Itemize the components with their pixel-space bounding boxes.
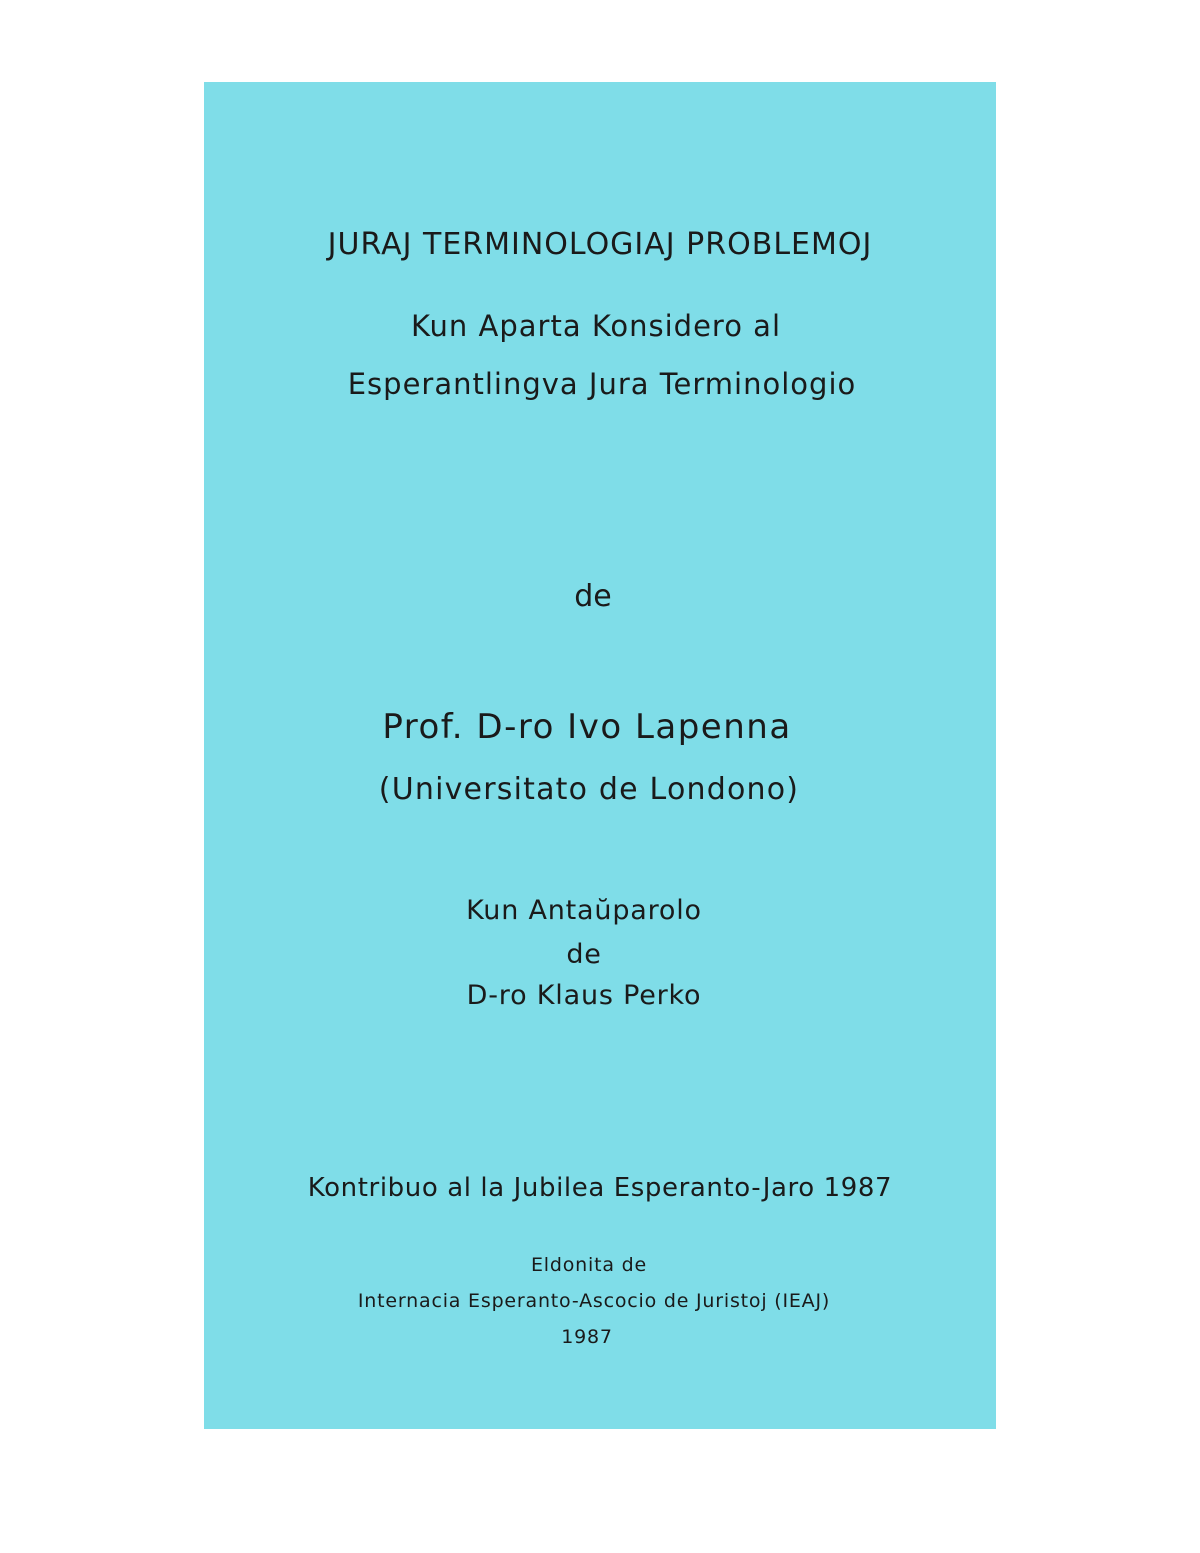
book-title: JURAJ TERMINOLOGIAJ PROBLEMOJ [327, 227, 873, 262]
publication-year: 1987 [561, 1326, 613, 1348]
author-affiliation: (Universitato de Londono) [378, 772, 800, 807]
published-by-label: Eldonita de [531, 1254, 647, 1276]
book-cover [204, 82, 996, 1429]
subtitle-line-2: Esperantlingva Jura Terminologio [347, 367, 857, 401]
publisher-name: Internacia Esperanto-Ascocio de Juristoj (IEAJ) [357, 1290, 831, 1312]
contribution-note: Kontribuo al la Jubilea Esperanto-Jaro 1987 [307, 1173, 893, 1203]
by-word: de [574, 579, 612, 614]
subtitle-line-1: Kun Aparta Konsidero al [410, 309, 782, 343]
foreword-line-1: Kun Antaŭparolo [466, 895, 702, 926]
author-name: Prof. D-ro Ivo Lapenna [382, 707, 792, 747]
foreword-line-2: de [566, 939, 602, 970]
foreword-author: D-ro Klaus Perko [466, 980, 702, 1011]
